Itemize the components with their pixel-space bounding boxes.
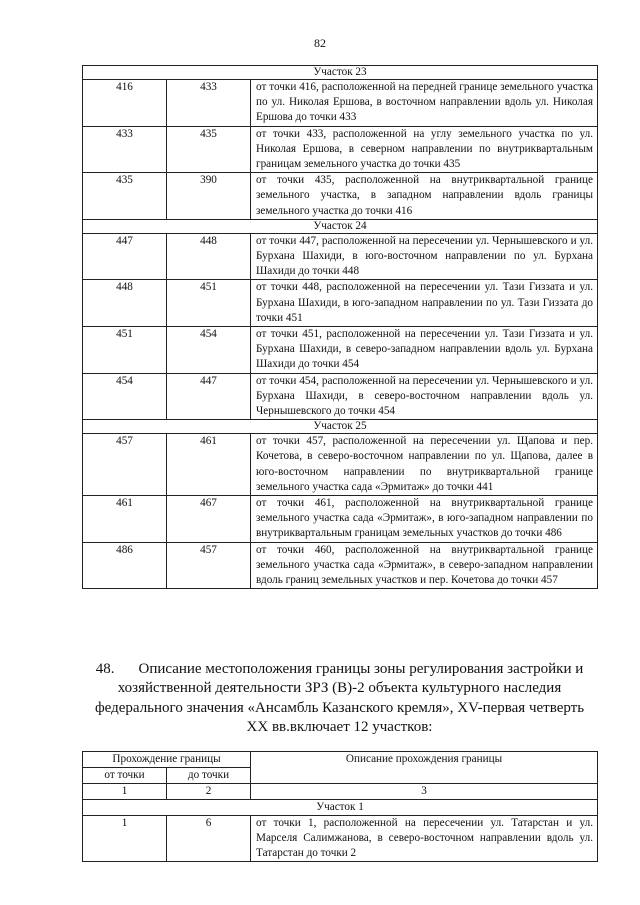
to-point: 435 <box>167 126 251 173</box>
column-number-row <box>83 784 598 800</box>
to-point: 6 <box>167 816 251 862</box>
column-number-3: 3 <box>251 784 598 800</box>
section-row <box>83 66 598 80</box>
table-row <box>83 434 598 496</box>
heading-line-3: федерального значения «Ансамбль Казанского кремля», XV-первая четверть <box>94 699 585 716</box>
section-row <box>83 800 598 816</box>
heading-line-2: хозяйственной деятельности ЗРЗ (В)-2 объекта культурного наследия <box>117 680 562 697</box>
to-point: 448 <box>167 233 251 280</box>
from-point: 416 <box>83 80 167 127</box>
from-point: 448 <box>83 280 167 327</box>
header-to-point: до точки <box>167 768 251 784</box>
table-row <box>83 126 598 173</box>
boundary-table-continued <box>82 65 598 589</box>
to-point: 467 <box>167 496 251 543</box>
boundary-description: от точки 457, расположенной на пересечении ул. Щапова и пер. Кочетова, в северо-восточном направлении по ул. Щапова, далее в юго-восточном направлении по внутриквартальной границе земельного участка сада «Эрмитаж» до точки 441 <box>251 434 598 496</box>
header-boundary-passage: Прохождение границы <box>83 752 251 768</box>
from-point: 433 <box>83 126 167 173</box>
section-title: Участок 25 <box>83 420 598 434</box>
table-row <box>83 373 598 420</box>
from-point: 1 <box>83 816 167 862</box>
to-point: 454 <box>167 327 251 374</box>
to-point: 457 <box>167 542 251 589</box>
from-point: 454 <box>83 373 167 420</box>
section-48-heading <box>82 660 597 737</box>
table-row <box>83 280 598 327</box>
boundary-description: от точки 448, расположенной на пересечении ул. Тази Гиззата и ул. Бурхана Шахиди, в юго-западном направлении по ул. Тази Гиззата до точки 451 <box>251 280 598 327</box>
section-row <box>83 420 598 434</box>
column-number-1: 1 <box>83 784 167 800</box>
column-number-2: 2 <box>167 784 251 800</box>
section-title: Участок 1 <box>83 800 598 816</box>
to-point: 461 <box>167 434 251 496</box>
table-row <box>83 816 598 862</box>
boundary-description: от точки 451, расположенной на пересечении ул. Тази Гиззата и ул. Бурхана Шахиди, в северо-западном направлении вдоль ул. Бурхана Шахиди до точки 454 <box>251 327 598 374</box>
boundary-description: от точки 435, расположенной на внутриквартальной границе земельного участка, в западном направлении вдоль границы земельного участка до точки 416 <box>251 173 598 220</box>
boundary-description: от точки 447, расположенной на пересечении ул. Чернышевского и ул. Бурхана Шахиди, в юго-восточном направлении по ул. Бурхана Шахиди до точки 448 <box>251 233 598 280</box>
boundary-table-48 <box>82 751 598 862</box>
section-row <box>83 219 598 233</box>
heading-line-4: XX вв.включает 12 участков: <box>246 718 433 735</box>
to-point: 447 <box>167 373 251 420</box>
table-row <box>83 327 598 374</box>
page-number: 82 <box>314 36 326 50</box>
boundary-description: от точки 461, расположенной на внутриквартальной границе земельного участка сада «Эрмитаж», в юго-западном направлении по внутриквартальным границам земельных участков до точки 486 <box>251 496 598 543</box>
section-title: Участок 23 <box>83 66 598 80</box>
from-point: 457 <box>83 434 167 496</box>
boundary-description: от точки 416, расположенной на передней границе земельного участка по ул. Николая Ершова, в восточном направлении вдоль ул. Николая Ершова до точки 433 <box>251 80 598 127</box>
boundary-description: от точки 1, расположенной на пересечении ул. Татарстан и ул. Марселя Салимжанова, в северо-восточном направлении вдоль ул. Татарстан до точки 2 <box>251 816 598 862</box>
table-row <box>83 80 598 127</box>
boundary-description: от точки 433, расположенной на углу земельного участка по ул. Николая Ершова, в северном направлении по внутриквартальным границам земельного участка до точки 435 <box>251 126 598 173</box>
to-point: 451 <box>167 280 251 327</box>
to-point: 433 <box>167 80 251 127</box>
from-point: 435 <box>83 173 167 220</box>
from-point: 486 <box>83 542 167 589</box>
section-number: 48. <box>95 661 115 677</box>
boundary-description: от точки 460, расположенной на внутриквартальной границе земельного участка сада «Эрмитаж», в северо-западном направлении вдоль границ земельных участков и пер. Кочетова до точки 457 <box>251 542 598 589</box>
table-row <box>83 233 598 280</box>
table-header-row <box>83 752 598 768</box>
to-point: 390 <box>167 173 251 220</box>
header-from-point: от точки <box>83 768 167 784</box>
section-title: Участок 24 <box>83 219 598 233</box>
header-boundary-description: Описание прохождения границы <box>251 752 598 784</box>
boundary-description: от точки 454, расположенной на пересечении ул. Чернышевского и ул. Бурхана Шахиди, в северо-восточном направлении вдоль ул. Чернышевского до точки 454 <box>251 373 598 420</box>
table-row <box>83 496 598 543</box>
from-point: 451 <box>83 327 167 374</box>
from-point: 461 <box>83 496 167 543</box>
heading-line-1: Описание местоположения границы зоны регулирования застройки и <box>138 661 584 677</box>
from-point: 447 <box>83 233 167 280</box>
table-row <box>83 173 598 220</box>
table-row <box>83 542 598 589</box>
